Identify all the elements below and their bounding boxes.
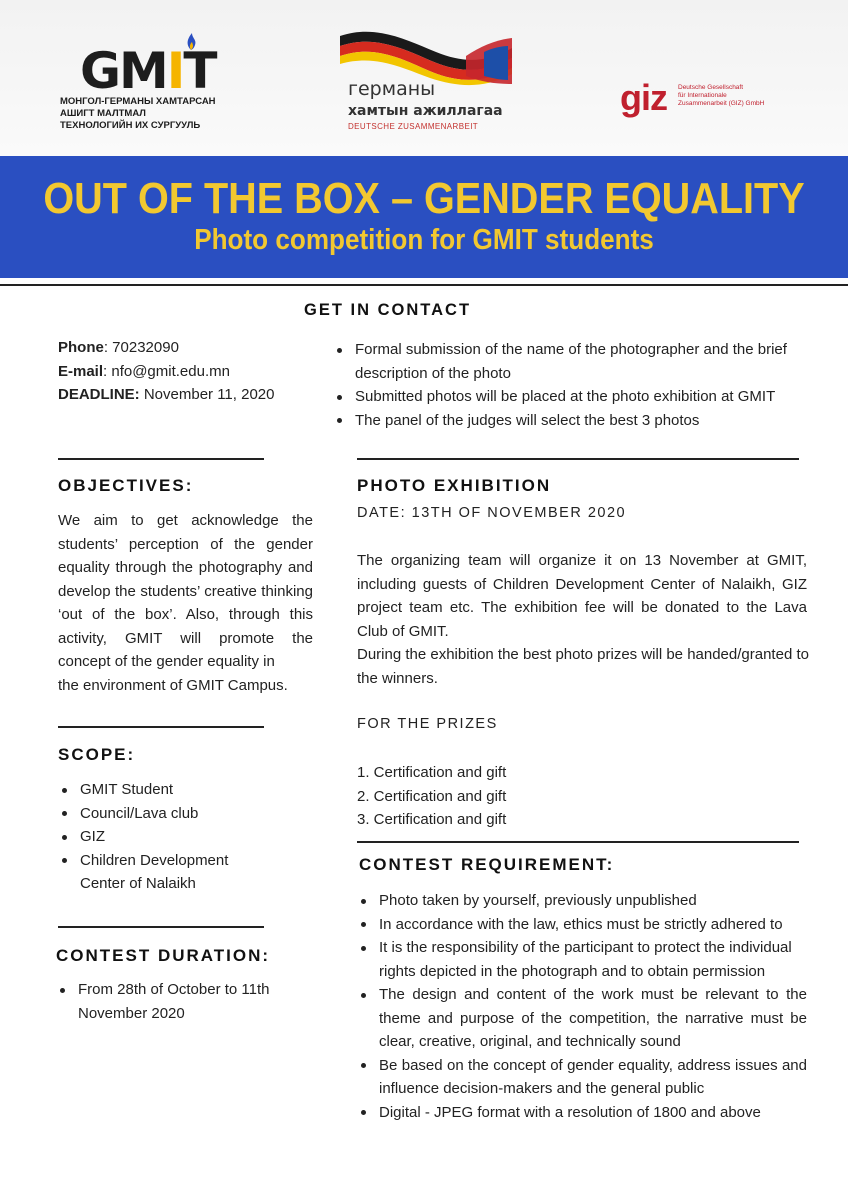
gmit-wordmark: GMIT	[80, 42, 216, 100]
german-cooperation-logo	[336, 26, 516, 136]
logo-band	[0, 0, 848, 156]
exhibition-paragraph: During the exhibition the best photo prizes will be handed/granted to the winners.	[357, 646, 809, 687]
contact-heading: GET IN CONTACT	[304, 301, 472, 319]
german-cooperation-line2: хамтын ажиллагаа	[348, 103, 503, 119]
scope-heading: SCOPE:	[58, 745, 136, 764]
german-cooperation-line3: DEUTSCHE ZUSAMMENARBEIT	[348, 122, 479, 131]
phone-line	[58, 336, 318, 360]
list-item: 3. Certification and gift	[357, 811, 507, 828]
list-item: In accordance with the law, ethics must be strictly adhered to	[357, 913, 807, 937]
objectives-paragraph: We aim to get acknowledge the students’ perception of the gender equality through the photography and develop the students’ creative thinking ‘out of the box’. Also, through this activity, GMIT will promote the	[58, 512, 313, 647]
flag-ribbon-icon	[336, 26, 516, 86]
list-item: Submitted photos will be placed at the photo exhibition at GMIT	[333, 385, 803, 409]
divider	[357, 458, 799, 460]
exhibition-heading: PHOTO EXHIBITION	[357, 476, 552, 495]
exhibition-paragraph: The organizing team will organize it on 13 November at GMIT, including guests of Children Development Center of Nalaikh, GIZ project team etc. The exhibition fee will be donated to the Lava Club of GMIT.	[357, 552, 807, 640]
list-item: 1. Certification and gift	[357, 764, 507, 781]
list-item: Be based on the concept of gender equality, address issues and influence decision-makers and the general public	[357, 1054, 807, 1101]
exhibition-date: DATE: 13TH OF NOVEMBER 2020	[357, 505, 627, 521]
gmit-logo-line: МОНГОЛ-ГЕРМАНЫ ХАМТАРСАН	[60, 96, 216, 107]
gmit-logo-line: АШИГТ МАЛТМАЛ	[60, 108, 146, 119]
contact-bullet-list	[333, 338, 803, 432]
objectives-heading: OBJECTIVES:	[58, 476, 194, 495]
giz-logo-line: für Internationale	[678, 92, 727, 99]
prizes-heading: FOR THE PRIZES	[357, 716, 498, 732]
objectives-line: the environment of GMIT Campus.	[58, 676, 288, 694]
list-item: Digital - JPEG format with a resolution of 1800 and above	[357, 1101, 807, 1125]
gmit-logo	[60, 26, 230, 136]
list-item: Photo taken by yourself, previously unpublished	[357, 889, 807, 913]
phone-value: : 70232090	[103, 339, 179, 356]
giz-logo-text	[678, 84, 764, 108]
list-item: GIZ	[58, 825, 258, 849]
duration-heading: CONTEST DURATION:	[56, 946, 271, 965]
list-item: 2. Certification and gift	[357, 787, 507, 805]
deadline-line	[58, 383, 318, 407]
list-item: The design and content of the work must be relevant to the theme and purpose of the competition, the narrative must be clear, creative, original, and technically sound	[357, 983, 807, 1054]
email-label: E-mail	[58, 362, 104, 380]
gmit-logo-line: ТЕХНОЛОГИЙН ИХ СУРГУУЛЬ	[60, 120, 201, 131]
objectives-text	[58, 509, 313, 697]
objectives-line: concept of the gender equality in	[58, 653, 275, 670]
requirements-list	[357, 889, 807, 1124]
divider	[58, 458, 264, 460]
deadline-value: November 11, 2020	[139, 386, 275, 403]
giz-logo-line: Deutsche Gesellschaft	[678, 84, 744, 91]
banner-divider	[0, 284, 848, 286]
page-title: OUT OF THE BOX – GENDER EQUALITY	[43, 174, 805, 223]
giz-logo-line: Zusammenarbeit (GIZ) GmbH	[678, 100, 765, 107]
list-item: Children Development Center of Nalaikh	[58, 849, 258, 896]
deadline-label: DEADLINE:	[58, 386, 140, 403]
list-item: GMIT Student	[58, 778, 258, 802]
page-subtitle: Photo competition for GMIT students	[194, 224, 654, 256]
prizes-list	[357, 761, 506, 832]
duration-list	[56, 978, 286, 1025]
title-banner	[0, 156, 848, 278]
list-item: Council/Lava club	[58, 802, 258, 826]
giz-wordmark: giz	[620, 77, 667, 118]
list-item: Formal submission of the name of the photographer and the brief description of the photo	[333, 338, 803, 385]
contact-details	[58, 336, 318, 407]
giz-logo	[620, 77, 790, 124]
phone-label: Phone	[58, 339, 104, 356]
list-item: From 28th of October to 11th November 2020	[56, 978, 286, 1025]
list-item: The panel of the judges will select the best 3 photos	[333, 409, 803, 433]
email-value: : nfo@gmit.edu.mn	[103, 362, 230, 380]
divider	[58, 726, 264, 728]
list-item: It is the responsibility of the participant to protect the individual rights depicted in the photograph and to obtain permission	[357, 936, 807, 983]
divider	[58, 926, 264, 928]
divider	[357, 841, 799, 843]
scope-list	[58, 778, 258, 896]
german-cooperation-line1: германы	[348, 78, 436, 100]
email-line	[58, 360, 318, 384]
requirements-heading: CONTEST REQUIREMENT:	[359, 855, 615, 874]
gmit-logo-text	[60, 96, 230, 132]
